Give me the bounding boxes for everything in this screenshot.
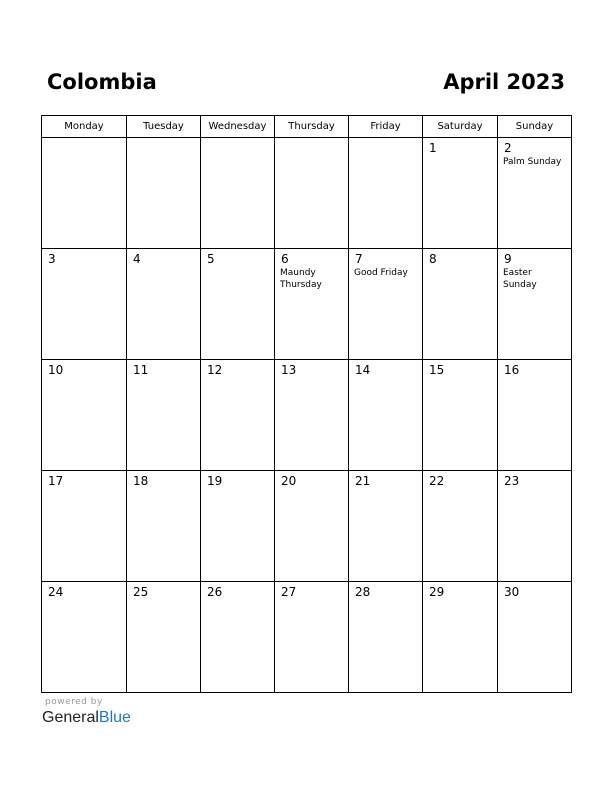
day-number: 27	[281, 585, 297, 599]
brand-part-1: General	[42, 709, 99, 726]
day-number: 29	[429, 585, 445, 599]
day-number: 5	[207, 252, 215, 266]
weekday-header-row	[42, 116, 572, 138]
holiday-label: Maundy Thursday	[280, 268, 322, 290]
calendar-day-cell	[127, 249, 201, 360]
calendar-day-cell	[42, 138, 127, 249]
calendar-day-cell	[42, 360, 127, 471]
day-number: 11	[133, 363, 149, 377]
brand-part-2: Blue	[98, 709, 131, 726]
calendar-day-cell	[349, 249, 423, 360]
calendar-week-row	[42, 138, 572, 249]
calendar-day-cell	[423, 249, 498, 360]
calendar-day-cell	[498, 471, 572, 582]
calendar-day-cell	[275, 360, 349, 471]
calendar-day-cell	[349, 138, 423, 249]
calendar-day-cell	[275, 582, 349, 693]
calendar-day-cell	[127, 138, 201, 249]
holiday-label: Palm Sunday	[503, 157, 562, 167]
calendar-week-row	[42, 249, 572, 360]
calendar-day-cell	[201, 249, 275, 360]
generalblue-logo[interactable]	[42, 709, 131, 727]
day-number: 28	[355, 585, 371, 599]
calendar-month-title: April 2023	[443, 70, 565, 94]
calendar-day-cell	[127, 471, 201, 582]
weekday-header: Thursday	[275, 116, 349, 138]
day-number: 1	[429, 141, 437, 155]
powered-by-label: powered by	[45, 697, 103, 707]
calendar-day-cell	[498, 249, 572, 360]
day-number: 26	[207, 585, 223, 599]
day-number: 8	[429, 252, 437, 266]
day-number: 3	[48, 252, 56, 266]
calendar-day-cell	[127, 360, 201, 471]
day-number: 6	[281, 252, 289, 266]
day-number: 25	[133, 585, 149, 599]
calendar-day-cell	[498, 138, 572, 249]
day-number: 9	[504, 252, 512, 266]
calendar-day-cell	[42, 249, 127, 360]
day-number: 19	[207, 474, 223, 488]
calendar-day-cell	[423, 360, 498, 471]
weekday-header: Saturday	[423, 116, 498, 138]
calendar-day-cell	[201, 471, 275, 582]
calendar-day-cell	[349, 582, 423, 693]
day-number: 12	[207, 363, 223, 377]
calendar-day-cell	[201, 582, 275, 693]
holiday-label: Easter Sunday	[503, 268, 537, 290]
day-number: 2	[504, 141, 512, 155]
day-number: 22	[429, 474, 445, 488]
day-number: 23	[504, 474, 520, 488]
day-number: 30	[504, 585, 520, 599]
weekday-header: Friday	[349, 116, 423, 138]
weekday-header: Monday	[42, 116, 127, 138]
day-number: 24	[48, 585, 64, 599]
calendar-day-cell	[275, 249, 349, 360]
calendar-day-cell	[498, 582, 572, 693]
calendar-day-cell	[498, 360, 572, 471]
holiday-label: Good Friday	[354, 268, 408, 278]
calendar-day-cell	[42, 471, 127, 582]
calendar-country-title: Colombia	[47, 70, 157, 94]
calendar-day-cell	[423, 582, 498, 693]
day-number: 4	[133, 252, 141, 266]
calendar-day-cell	[275, 471, 349, 582]
day-number: 13	[281, 363, 297, 377]
weekday-header: Tuesday	[127, 116, 201, 138]
calendar-week-row	[42, 471, 572, 582]
day-number: 10	[48, 363, 64, 377]
day-number: 15	[429, 363, 445, 377]
day-number: 17	[48, 474, 64, 488]
day-number: 20	[281, 474, 297, 488]
weekday-header: Wednesday	[201, 116, 275, 138]
calendar-day-cell	[349, 471, 423, 582]
calendar-day-cell	[275, 138, 349, 249]
calendar-grid	[41, 115, 572, 693]
day-number: 21	[355, 474, 371, 488]
calendar-day-cell	[201, 138, 275, 249]
day-number: 18	[133, 474, 149, 488]
calendar-day-cell	[42, 582, 127, 693]
calendar-week-row	[42, 582, 572, 693]
calendar-day-cell	[423, 138, 498, 249]
calendar-week-row	[42, 360, 572, 471]
calendar-day-cell	[127, 582, 201, 693]
weekday-header: Sunday	[498, 116, 572, 138]
day-number: 14	[355, 363, 371, 377]
day-number: 7	[355, 252, 363, 266]
day-number: 16	[504, 363, 520, 377]
calendar-day-cell	[423, 471, 498, 582]
calendar-day-cell	[201, 360, 275, 471]
calendar-day-cell	[349, 360, 423, 471]
